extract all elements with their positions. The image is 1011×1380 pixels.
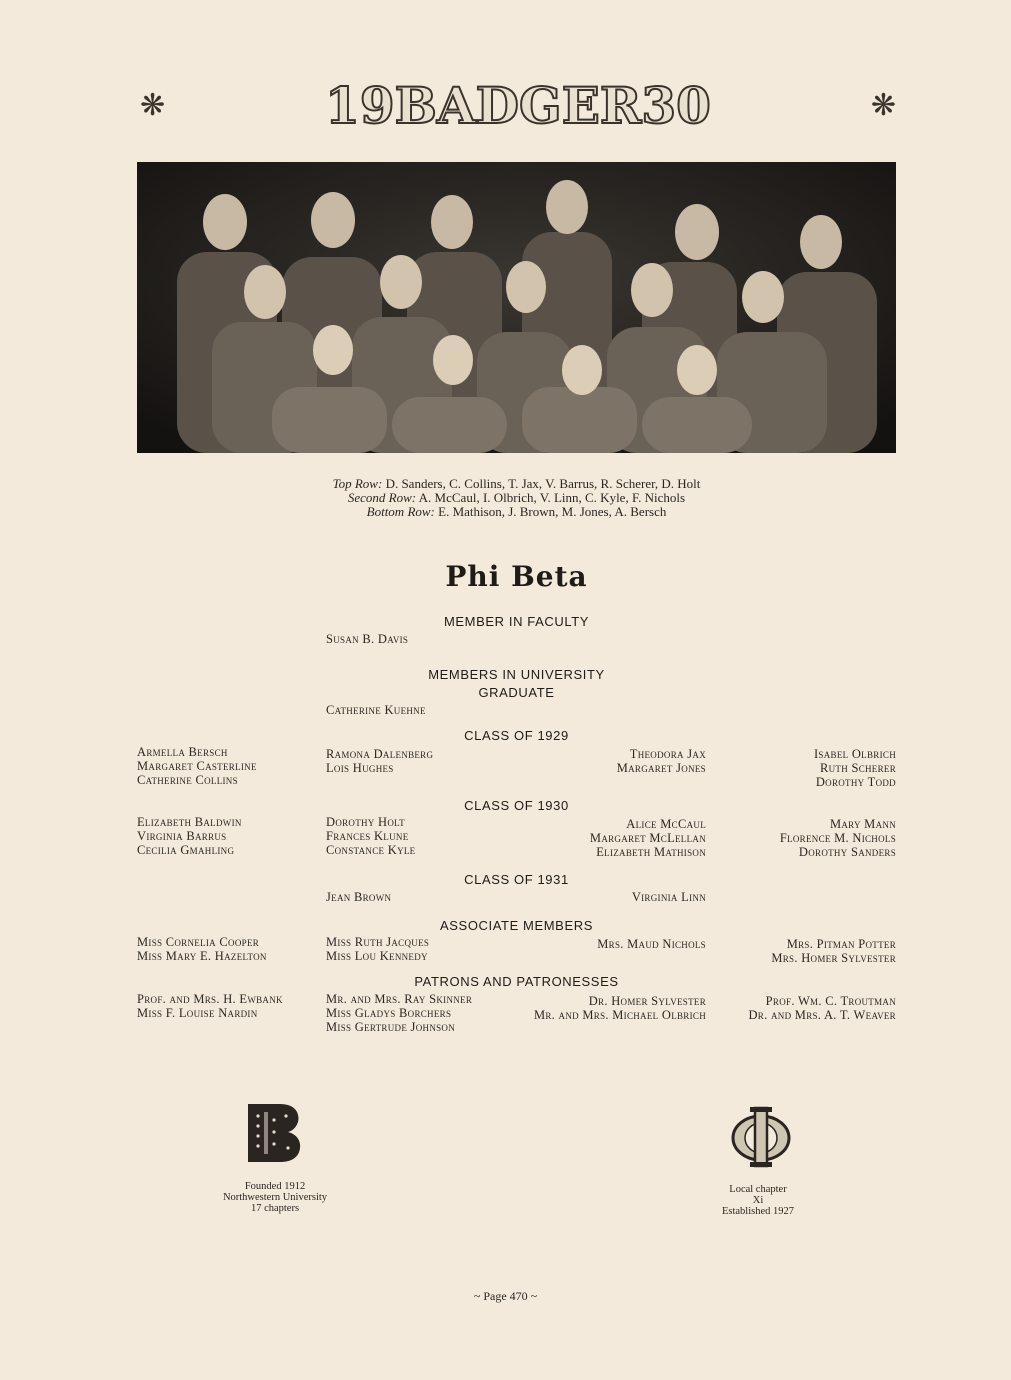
class-1929-col1 xyxy=(137,745,257,787)
patrons-col1 xyxy=(137,992,283,1020)
list-item: Susan B. Davis xyxy=(326,632,409,646)
list-item: Miss Mary E. Hazelton xyxy=(137,949,267,963)
list-item: Alice McCaul xyxy=(626,817,706,831)
group-photo xyxy=(137,162,896,453)
class-1929-col4 xyxy=(740,747,896,789)
associates-col2 xyxy=(326,935,429,963)
class-1930-col4 xyxy=(740,817,896,859)
class-1930-heading: CLASS OF 1930 xyxy=(464,798,569,813)
phi-emblem-icon xyxy=(730,1105,792,1169)
yearbook-masthead xyxy=(140,78,896,134)
list-item: Isabel Olbrich xyxy=(813,747,896,761)
class-1930-col1 xyxy=(137,815,242,857)
list-item: Margaret McLellan xyxy=(589,831,706,845)
list-item: Miss F. Louise Nardin xyxy=(137,1006,258,1020)
patrons-col3 xyxy=(500,994,706,1022)
list-item: Prof. and Mrs. H. Ewbank xyxy=(137,992,283,1006)
associates-heading: ASSOCIATE MEMBERS xyxy=(440,918,593,933)
fraternity-b-emblem-icon xyxy=(246,1102,302,1164)
group-photo-image xyxy=(137,162,896,453)
list-item: Mary Mann xyxy=(829,817,896,831)
caption-bottom-row: Bottom Row: E. Mathison, J. Brown, M. Jones, A. Bersch xyxy=(366,504,667,519)
list-item: Lois Hughes xyxy=(326,761,394,775)
associates-col4 xyxy=(740,937,896,965)
list-item: Miss Gertrude Johnson xyxy=(326,1020,456,1034)
faculty-list xyxy=(326,632,408,646)
list-item: Virginia Linn xyxy=(631,890,706,904)
list-item: Prof. Wm. C. Troutman xyxy=(765,994,896,1008)
local-chapter-note: Local chapter Xi Established 1927 xyxy=(721,1184,795,1217)
list-item: Cecilia Gmahling xyxy=(137,843,235,857)
list-item: Mrs. Pitman Potter xyxy=(786,937,896,951)
list-item: Dorothy Todd xyxy=(815,775,896,789)
graduate-heading: GRADUATE xyxy=(478,685,555,700)
class-1929-col3 xyxy=(560,747,706,775)
class-1931-col3 xyxy=(560,890,706,904)
list-item: Frances Klune xyxy=(326,829,409,843)
list-item: Elizabeth Baldwin xyxy=(137,815,242,829)
page-title: Phi Beta xyxy=(445,560,588,593)
list-item: Ruth Scherer xyxy=(819,761,896,775)
list-item: Elizabeth Mathison xyxy=(596,845,706,859)
list-item: Theodora Jax xyxy=(629,747,706,761)
associates-col1 xyxy=(137,935,267,963)
list-item: Constance Kyle xyxy=(326,843,416,857)
list-item: Armella Bersch xyxy=(137,745,228,759)
patrons-heading: PATRONS AND PATRONESSES xyxy=(414,974,619,989)
list-item: Mr. and Mrs. Michael Olbrich xyxy=(533,1008,706,1022)
class-1931-col2 xyxy=(326,890,391,904)
class-1930-col2 xyxy=(326,815,415,857)
founding-note: Founded 1912 Northwestern University 17 chapters xyxy=(222,1181,328,1214)
associates-col3 xyxy=(540,937,706,951)
list-item: Jean Brown xyxy=(326,890,392,904)
photo-caption xyxy=(137,477,896,519)
graduate-list xyxy=(326,703,426,717)
list-item: Miss Ruth Jacques xyxy=(326,935,430,949)
list-item: Catherine Collins xyxy=(137,773,238,787)
class-1929-col2 xyxy=(326,747,433,775)
list-item: Catherine Kuehne xyxy=(326,703,426,717)
list-item: Mr. and Mrs. Ray Skinner xyxy=(326,992,473,1006)
university-heading: MEMBERS IN UNIVERSITY xyxy=(428,667,605,682)
masthead-title: 19BADGER30 xyxy=(325,76,711,135)
patrons-col4 xyxy=(716,994,896,1022)
class-1931-heading: CLASS OF 1931 xyxy=(464,872,569,887)
list-item: Dr. and Mrs. A. T. Weaver xyxy=(748,1008,896,1022)
list-item: Dorothy Holt xyxy=(326,815,405,829)
list-item: Miss Lou Kennedy xyxy=(326,949,428,963)
ornament-icon: ❋ xyxy=(870,88,896,123)
class-1930-col3 xyxy=(540,817,706,859)
patrons-col2 xyxy=(326,992,472,1034)
list-item: Virginia Barrus xyxy=(137,829,227,843)
faculty-heading: MEMBER IN FACULTY xyxy=(443,614,590,629)
caption-second-row: Second Row: A. McCaul, I. Olbrich, V. Linn, C. Kyle, F. Nichols xyxy=(347,490,686,505)
list-item: Miss Cornelia Cooper xyxy=(137,935,260,949)
caption-top-row: Top Row: D. Sanders, C. Collins, T. Jax, V. Barrus, R. Scherer, D. Holt xyxy=(332,476,701,491)
ornament-icon: ❋ xyxy=(140,88,166,123)
list-item: Margaret Casterline xyxy=(137,759,257,773)
list-item: Ramona Dalenberg xyxy=(326,747,434,761)
list-item: Margaret Jones xyxy=(616,761,706,775)
list-item: Mrs. Maud Nichols xyxy=(597,937,706,951)
list-item: Florence M. Nichols xyxy=(779,831,896,845)
list-item: Dr. Homer Sylvester xyxy=(588,994,706,1008)
class-1929-heading: CLASS OF 1929 xyxy=(464,728,569,743)
list-item: Miss Gladys Borchers xyxy=(326,1006,452,1020)
page-number: ~ Page 470 ~ xyxy=(473,1289,538,1303)
list-item: Dorothy Sanders xyxy=(798,845,896,859)
list-item: Mrs. Homer Sylvester xyxy=(771,951,896,965)
